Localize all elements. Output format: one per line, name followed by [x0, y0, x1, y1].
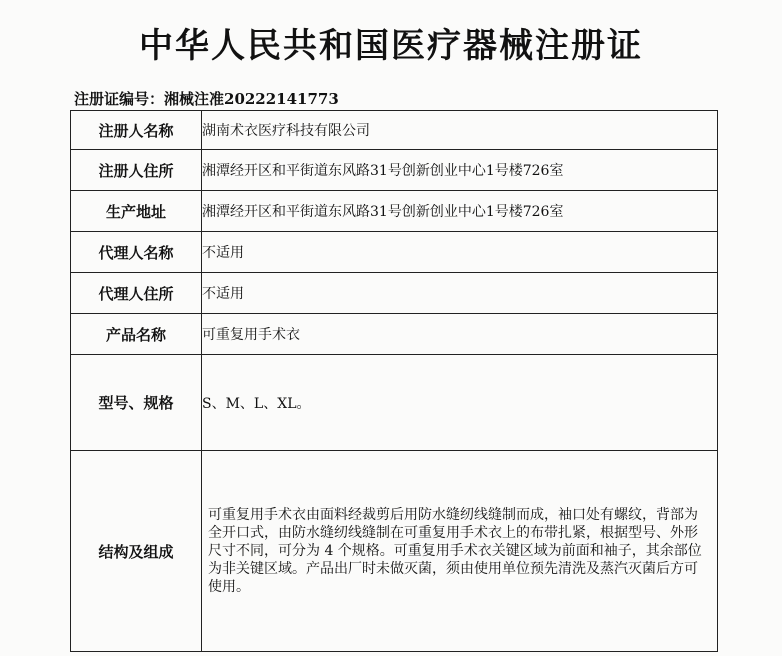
field-label-registrant-address: 注册人住所 [71, 150, 202, 191]
table-row [71, 273, 718, 314]
field-value-agent-address: 不适用 [202, 273, 718, 314]
registration-number: 注册证编号：湘械注准20222141773 [74, 90, 339, 108]
field-label-registrant-name: 注册人名称 [71, 111, 202, 150]
certificate-title: 中华人民共和国医疗器械注册证 [139, 26, 643, 66]
field-label-product-name: 产品名称 [71, 314, 202, 355]
table-row [71, 111, 718, 150]
table-row [71, 150, 718, 191]
field-label-agent-name: 代理人名称 [71, 232, 202, 273]
field-label-agent-address: 代理人住所 [71, 273, 202, 314]
field-value-registrant-name: 湖南术衣医疗科技有限公司 [202, 111, 718, 150]
certificate-table [70, 110, 718, 652]
field-label-structure: 结构及组成 [71, 451, 202, 652]
field-value-agent-name: 不适用 [202, 232, 718, 273]
field-label-model-spec: 型号、规格 [71, 355, 202, 451]
field-value-model-spec: S、M、L、XL。 [202, 355, 718, 451]
field-value-product-name: 可重复用手术衣 [202, 314, 718, 355]
table-row [71, 451, 718, 652]
table-row [71, 314, 718, 355]
table-row [71, 191, 718, 232]
field-value-structure: 可重复用手术衣由面料经裁剪后用防水缝纫线缝制而成，袖口处有螺纹，背部为全开口式，由防水缝纫线缝制在可重复用手术衣上的布带扎紧，根据型号、外形尺寸不同，可分为 4 个规格。可重复用手术衣关键区域为前面和袖子，其余部位为非关键区域。产品出厂时未做灭菌，须由使用单位预先清洗及蒸汽灭菌后方可使用。 [202, 451, 718, 652]
table-row [71, 232, 718, 273]
table-row [71, 355, 718, 451]
field-value-registrant-address: 湘潭经开区和平街道东风路31号创新创业中心1号楼726室 [202, 150, 718, 191]
field-label-production-address: 生产地址 [71, 191, 202, 232]
field-value-production-address: 湘潭经开区和平街道东风路31号创新创业中心1号楼726室 [202, 191, 718, 232]
